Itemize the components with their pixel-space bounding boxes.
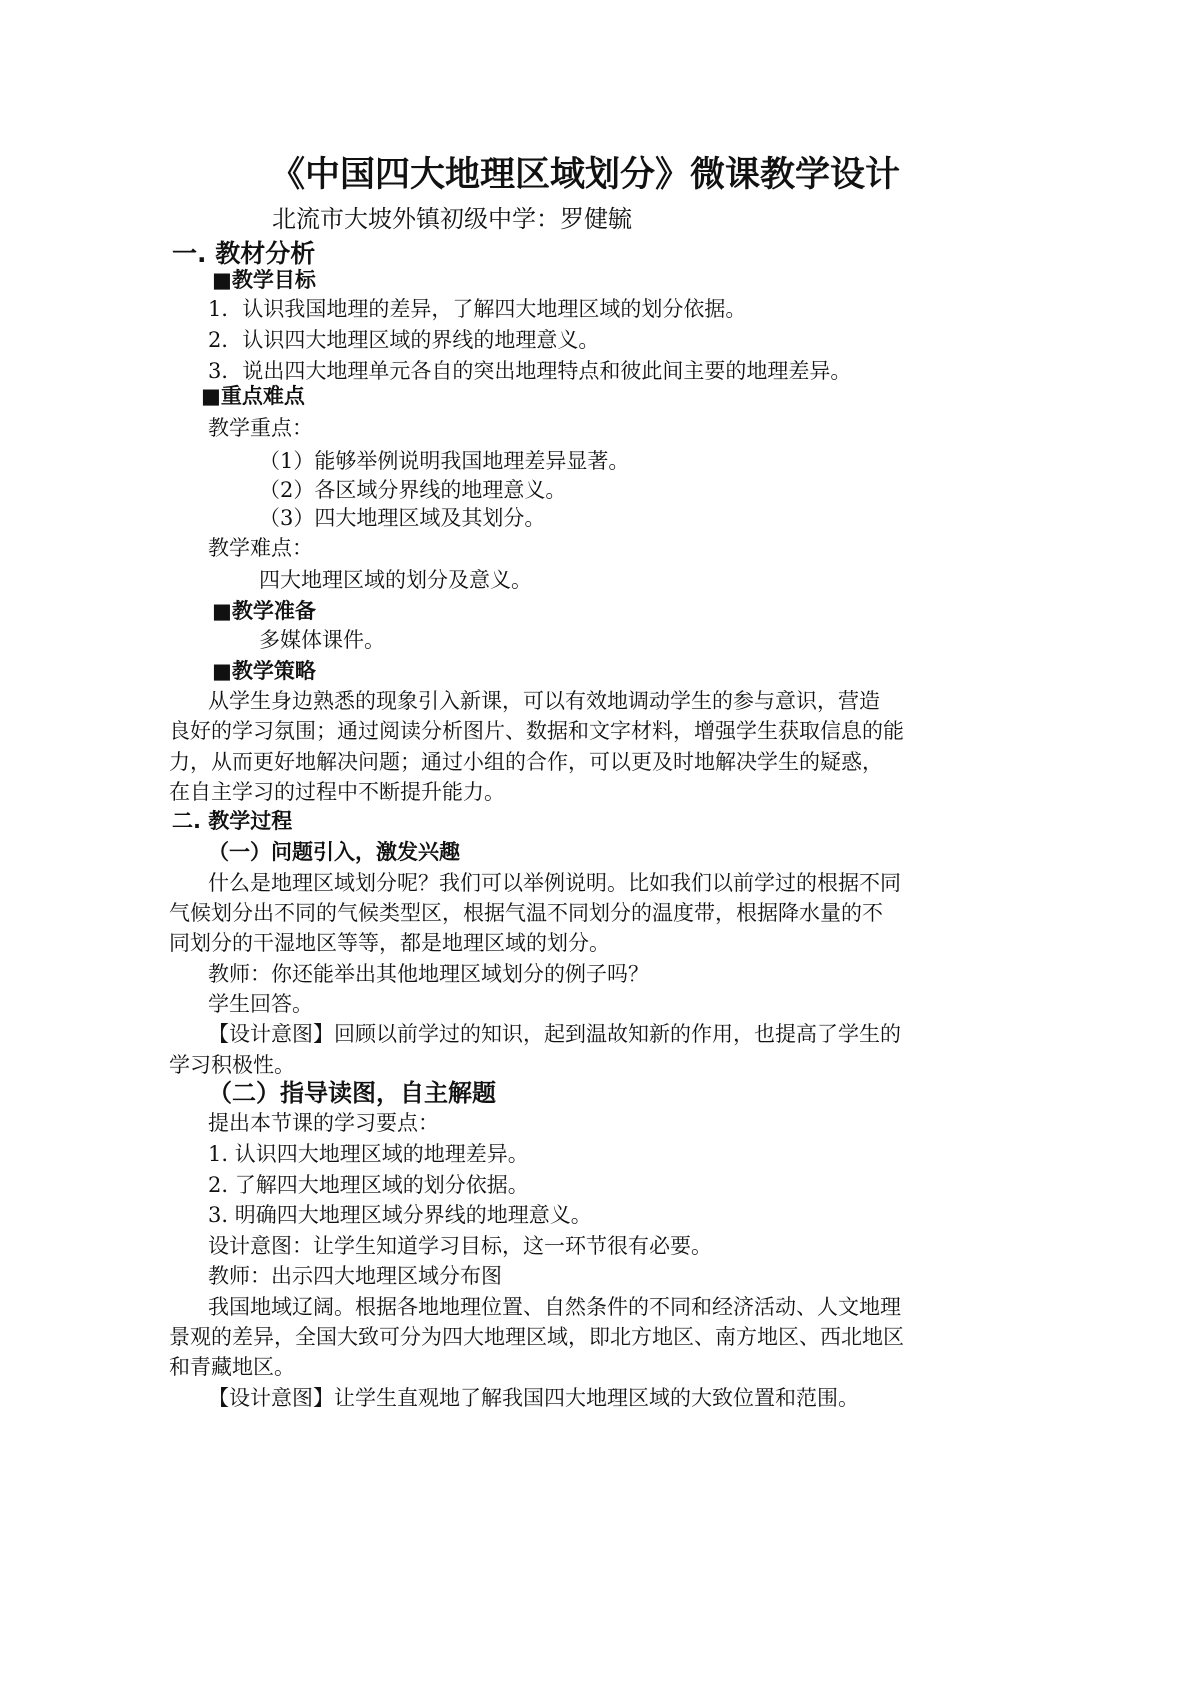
part1-paragraph-line-3: 同划分的干湿地区等等，都是地理区域的划分。 — [169, 931, 610, 955]
difficulty-label: 教学难点： — [208, 536, 313, 560]
focus-label: 教学重点： — [208, 416, 313, 440]
part2-paragraph-line-1: 我国地域辽阔。根据各地地理位置、自然条件的不同和经济活动、人文地理 — [208, 1295, 901, 1319]
preparation-text: 多媒体课件。 — [259, 628, 385, 652]
part1-design-intent-line-1: 【设计意图】回顾以前学过的知识，起到温故知新的作用，也提高了学生的 — [208, 1022, 901, 1046]
focus-item-3: （3）四大地理区域及其划分。 — [259, 506, 546, 530]
strategy-line-3: 力，从而更好地解决问题；通过小组的合作，可以更及时地解决学生的疑惑， — [169, 750, 883, 774]
author-line: 北流市大坡外镇初级中学：罗健毓 — [272, 205, 632, 233]
strategy-line-4: 在自主学习的过程中不断提升能力。 — [169, 780, 505, 804]
part2-heading: （二）指导读图，自主解题 — [208, 1079, 496, 1107]
part2-intro: 提出本节课的学习要点： — [208, 1111, 439, 1135]
part2-design-intent: 【设计意图】让学生直观地了解我国四大地理区域的大致位置和范围。 — [208, 1386, 859, 1410]
strategy-line-1: 从学生身边熟悉的现象引入新课，可以有效地调动学生的参与意识，营造 — [208, 689, 880, 713]
difficulty-text: 四大地理区域的划分及意义。 — [259, 568, 532, 592]
keypoints-heading: ■重点难点 — [201, 384, 305, 408]
strategy-line-2: 良好的学习氛围；通过阅读分析图片、数据和文字材料，增强学生获取信息的能 — [169, 719, 904, 743]
part2-paragraph-line-3: 和青藏地区。 — [169, 1355, 295, 1379]
objective-item-2: 2．认识四大地理区域的界线的地理意义。 — [208, 328, 600, 352]
part2-intent1: 设计意图：让学生知道学习目标，这一环节很有必要。 — [208, 1234, 712, 1258]
section1-heading: 一. 教材分析 — [172, 239, 316, 268]
part1-paragraph-line-2: 气候划分出不同的气候类型区，根据气温不同划分的温度带，根据降水量的不 — [169, 901, 883, 925]
part1-design-intent-line-2: 学习积极性。 — [169, 1053, 295, 1077]
part2-point-2: 2. 了解四大地理区域的划分依据。 — [208, 1173, 529, 1197]
objective-item-3: 3．说出四大地理单元各自的突出地理特点和彼此间主要的地理差异。 — [208, 359, 852, 383]
part1-heading: （一）问题引入，激发兴趣 — [208, 840, 460, 864]
objectives-heading: ■教学目标 — [212, 268, 316, 292]
section2-heading: 二. 教学过程 — [172, 809, 293, 833]
part2-point-1: 1. 认识四大地理区域的地理差异。 — [208, 1142, 529, 1166]
part2-teacher: 教师：出示四大地理区域分布图 — [208, 1264, 502, 1288]
focus-item-2: （2）各区域分界线的地理意义。 — [259, 478, 567, 502]
strategy-heading: ■教学策略 — [212, 659, 316, 683]
part1-teacher: 教师：你还能举出其他地理区域划分的例子吗？ — [208, 962, 649, 986]
part1-student: 学生回答。 — [208, 992, 313, 1016]
part2-paragraph-line-2: 景观的差异，全国大致可分为四大地理区域，即北方地区、南方地区、西北地区 — [169, 1325, 904, 1349]
part2-point-3: 3. 明确四大地理区域分界线的地理意义。 — [208, 1203, 592, 1227]
document-title: 《中国四大地理区域划分》微课教学设计 — [270, 155, 901, 195]
part1-paragraph-line-1: 什么是地理区域划分呢？我们可以举例说明。比如我们以前学过的根据不同 — [208, 871, 901, 895]
preparation-heading: ■教学准备 — [212, 599, 316, 623]
focus-item-1: （1）能够举例说明我国地理差异显著。 — [259, 449, 630, 473]
objective-item-1: 1．认识我国地理的差异，了解四大地理区域的划分依据。 — [208, 297, 747, 321]
